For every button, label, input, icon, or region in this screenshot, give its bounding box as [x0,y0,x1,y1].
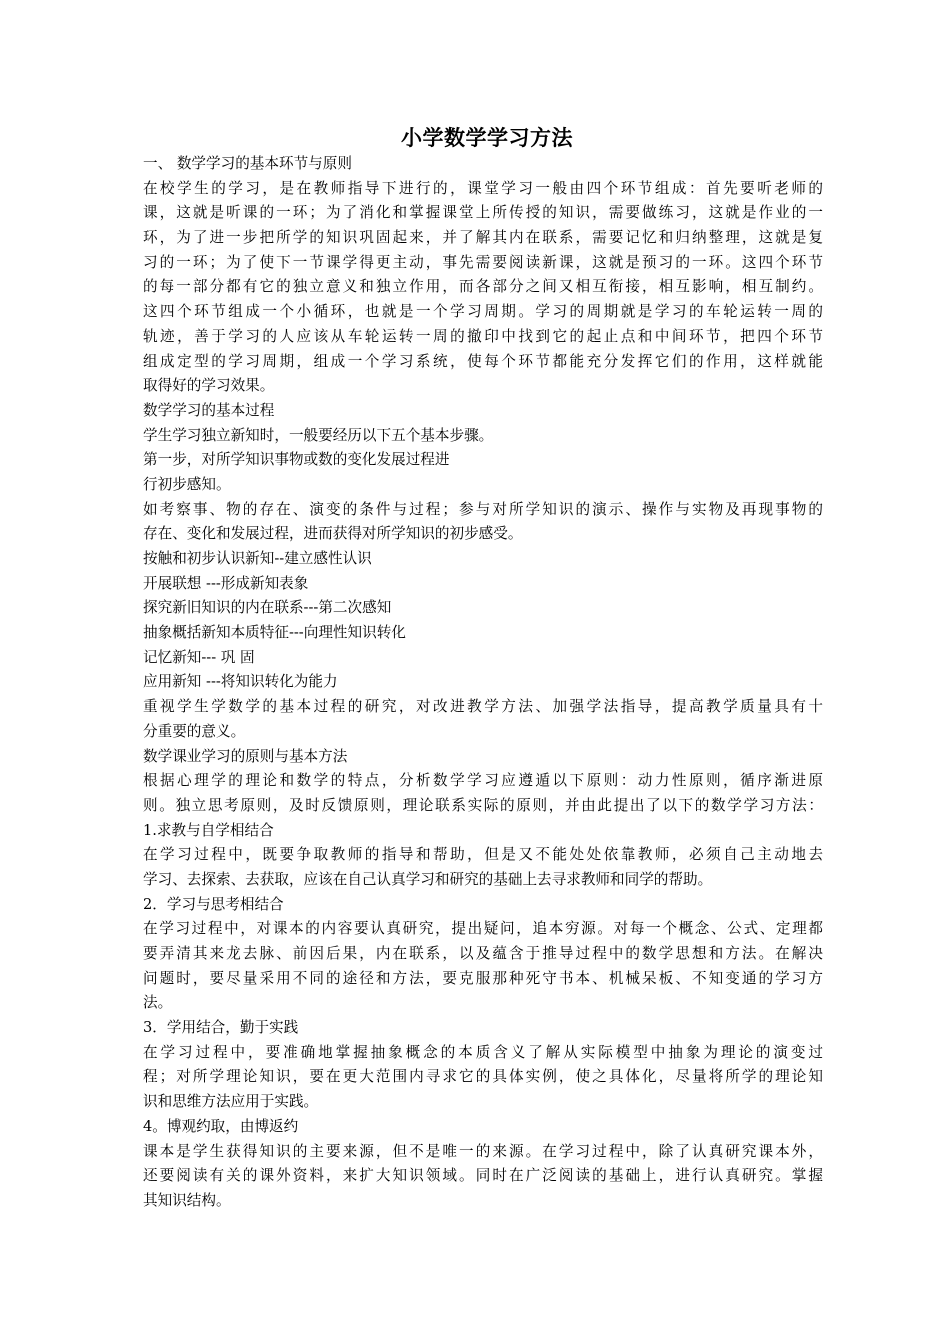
paragraph-line: 学习、去探索、去获取，应该在自己认真学习和研究的基础上去寻求教师和同学的帮助。 [143,870,713,888]
step-line: 记忆新知--- 巩 固 [143,648,255,666]
document-body [143,152,823,1214]
paragraph-line: 环，为了进一步把所学的知识巩固起来，并了解其内在联系，需要记忆和归纳整理，这就是复 [143,229,823,247]
document-page [143,124,823,1214]
paragraph-line: 学生学习独立新知时，一般要经历以下五个基本步骤。 [143,426,494,444]
paragraph-line: 第一步，对所学知识事物或数的变化发展过程进 [143,451,450,469]
paragraph-line: 轨迹，善于学习的人应该从车轮运转一周的撤印中找到它的起止点和中间环节，把四个环节 [143,327,823,345]
paragraph-line: 其知识结构。 [143,1191,231,1209]
section-heading-line: 数学课业学习的原则与基本方法 [143,747,348,765]
section-heading-line: 一、 数学学习的基本环节与原则 [143,155,352,172]
section-heading-line: 1.求教与自学相结合 [143,821,274,839]
paragraph-line: 则。独立思考原则，及时反馈原则，理论联系实际的原则，并由此提出了以下的数学学习方法： [143,796,823,814]
paragraph-line: 课，这就是听课的一环；为了消化和掌握课堂上所传授的知识，需要做练习，这就是作业的一 [143,204,823,222]
paragraph-line: 组成定型的学习周期，组成一个学习系统，使每个环节都能充分发挥它们的作用，这样就能 [143,352,823,370]
step-line: 应用新知 ---将知识转化为能力 [143,673,338,691]
step-line: 探究新旧知识的内在联系---第二次感知 [143,599,392,617]
paragraph-line: 在学习过程中，既要争取教师的指导和帮助，但是又不能处处依靠教师，必须自己主动地去 [143,846,823,864]
paragraph-line: 问题时，要尽量采用不同的途径和方法，要克服那种死守书本、机械呆板、不知变通的学习方 [143,969,823,987]
paragraph-line: 在学习过程中，要准确地掌握抽象概念的本质含义了解从实际模型中抽象为理论的演变过 [143,1043,823,1061]
section-heading-line: 3．学用结合，勤于实践 [143,1019,299,1037]
paragraph-line: 取得好的学习效果。 [143,377,275,395]
document-title: 小学数学学习方法 [401,125,573,150]
paragraph-line: 程；对所学理论知识，要在更大范围内寻求它的具体实例，使之具体化，尽量将所学的理论知 [143,1068,823,1086]
paragraph-line: 要弄清其来龙去脉、前因后果，内在联系，以及蕴含于推导过程中的数学思想和方法。在解决 [143,945,823,962]
paragraph-line: 还要阅读有关的课外资料，来扩大知识领域。同时在广泛阅读的基础上，进行认真研究。掌握 [143,1167,823,1185]
paragraph-line: 如考察事、物的存在、演变的条件与过程；参与对所学知识的演示、操作与实物及再现事物的 [143,500,823,518]
section-heading-line: 数学学习的基本过程 [143,401,275,419]
section-heading-line: 2．学习与思考相结合 [143,895,284,913]
paragraph-line: 习的一环；为了使下一节课学得更主动，事先需要阅读新课，这就是预习的一环。这四个环节 [143,253,823,271]
paragraph-line: 行初步感知。 [143,475,231,493]
step-line: 开展联想 ---形成新知表象 [143,574,309,592]
paragraph-line: 的每一部分都有它的独立意义和独立作用，而各部分之间又相互衔接，相互影响，相互制约。 [143,278,823,296]
paragraph-line: 存在、变化和发展过程，进而获得对所学知识的初步感受。 [143,525,523,543]
paragraph-line: 课本是学生获得知识的主要来源，但不是唯一的来源。在学习过程中，除了认真研究课本外， [143,1142,823,1160]
paragraph-line: 在学习过程中，对课本的内容要认真研究，提出疑问，追本穷源。对每一个概念、公式、定理都 [143,920,823,938]
section-heading-line: 4。博观约取，由博返约 [143,1117,299,1135]
paragraph-line: 这四个环节组成一个小循环，也就是一个学习周期。学习的周期就是学习的车轮运转一周的 [143,303,823,321]
step-line: 抽象概括新知本质特征---向理性知识转化 [143,624,406,642]
paragraph-line: 分重要的意义。 [143,722,246,740]
step-line: 按触和初步认识新知--建立感性认识 [143,550,372,567]
paragraph-line: 法。 [143,994,173,1012]
paragraph-line: 根据心理学的理论和数学的特点，分析数学学习应遵遁以下原则：动力性原则，循序渐进原 [143,772,823,790]
paragraph-line: 在校学生的学习，是在教师指导下进行的，课堂学习一般由四个环节组成：首先要听老师的 [143,179,823,197]
paragraph-line: 重视学生学数学的基本过程的研究，对改进教学方法、加强学法指导，提高教学质量具有十 [143,698,823,716]
paragraph-line: 识和思维方法应用于实践。 [143,1093,319,1111]
